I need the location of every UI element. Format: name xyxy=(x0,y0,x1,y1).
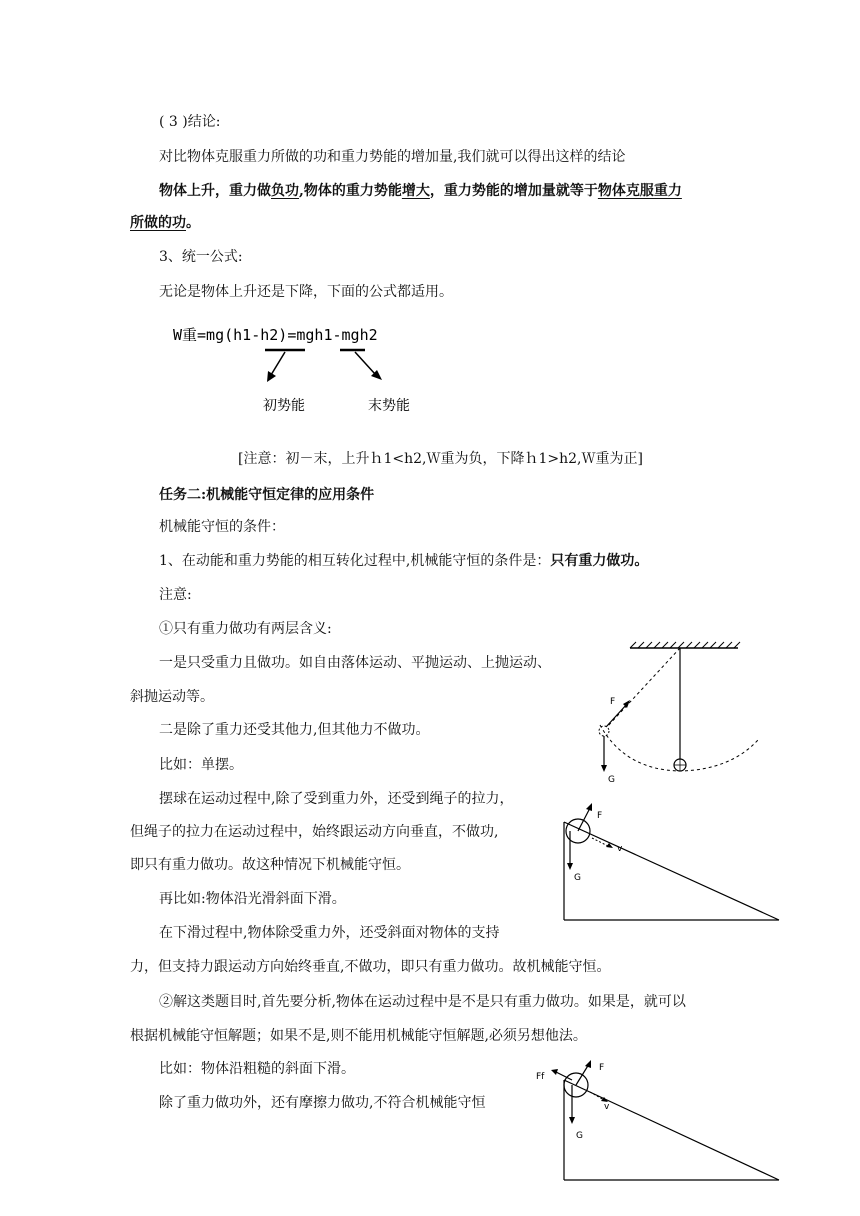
swing-path xyxy=(600,725,758,771)
underlined-term: 物体克服重力 xyxy=(597,183,682,199)
normal-force-label: F xyxy=(599,1063,605,1073)
pendulum-figure xyxy=(590,640,760,790)
bold-text: 物体上升，重力做 xyxy=(159,183,271,199)
underlined-term: 增大 xyxy=(401,183,430,199)
ceiling-hatch xyxy=(630,642,740,648)
pendulum-line1: 摆球在运动过程中,除了受到重力外，还受到绳子的拉力， xyxy=(159,791,514,807)
slope-line2: 力，但支持力跟运动方向始终垂直,不做功，即只有重力做功。故机械能守恒。 xyxy=(130,959,611,975)
unify-heading: 3、统一公式: xyxy=(159,249,243,265)
underlined-term: 负功 xyxy=(271,183,299,199)
condition-1-text: 1、在动能和重力势能的相互转化过程中,机械能守恒的条件是： xyxy=(159,553,551,569)
gravity-label: G xyxy=(576,1131,583,1141)
slope-incline xyxy=(564,822,779,920)
solve-line1: ②解这类题目时,首先要分析,物体在运动过程中是不是只有重力做功。如果是，就可以 xyxy=(159,994,686,1010)
example-rough-slope: 比如：物体沿粗糙的斜面下滑。 xyxy=(159,1061,355,1077)
compare-sentence: 对比物体克服重力所做的功和重力势能的增加量,我们就可以得出这样的结论 xyxy=(159,149,626,165)
condition-1 xyxy=(159,552,648,570)
note-line: [注意：初－末，上升ｈ1<h2,Ｗ重为负，下降ｈ1>h2,Ｗ重为正] xyxy=(238,451,643,467)
normal-force-label: F xyxy=(597,811,603,821)
tension-label: F xyxy=(610,697,616,707)
gravity-label: G xyxy=(608,775,615,785)
conclusion-heading: ( 3 )结论: xyxy=(159,114,221,130)
rough-slope-figure xyxy=(534,1058,784,1183)
underlined-term: 所做的功 xyxy=(130,215,186,231)
initial-arrowhead xyxy=(267,371,276,382)
solve-line2: 根据机械能守恒解题；如果不是,则不能用机械能守恒解题,必须另想他法。 xyxy=(130,1028,587,1044)
example-smooth-slope: 再比如:物体沿光滑斜面下滑。 xyxy=(159,891,346,907)
meaning-2: 二是除了重力还受其他力,但其他力不做功。 xyxy=(159,722,430,738)
initial-arrow xyxy=(271,352,285,375)
pendulum-line3: 即只有重力做功。故这种情况下机械能守恒。 xyxy=(130,857,410,873)
friction-label: Ff xyxy=(536,1072,545,1082)
initial-potential-label: 初势能 xyxy=(263,398,305,414)
bold-text: 。 xyxy=(186,215,200,231)
friction-arrow xyxy=(556,1072,572,1080)
final-potential-label: 末势能 xyxy=(368,398,410,414)
attention-label: 注意: xyxy=(159,587,192,603)
velocity-label: v xyxy=(617,844,623,854)
conclusion-bold-line1 xyxy=(159,182,682,200)
pendulum-line2: 但绳子的拉力在运动过程中，始终跟运动方向垂直，不做功, xyxy=(130,824,499,840)
friction-line: 除了重力做功外，还有摩擦力做功,不符合机械能守恒 xyxy=(159,1095,486,1111)
example-pendulum: 比如：单摆。 xyxy=(159,757,243,773)
slope-line1: 在下滑过程中,物体除受重力外，还受斜面对物体的支持 xyxy=(159,925,500,941)
task2-heading: 任务二:机械能守恒定律的应用条件 xyxy=(159,487,375,503)
applies-sentence: 无论是物体上升还是下降，下面的公式都适用。 xyxy=(159,284,453,300)
velocity-label: v xyxy=(604,1102,610,1112)
gravity-label: G xyxy=(574,873,581,883)
final-arrow xyxy=(355,352,375,374)
formula-diagram xyxy=(170,322,470,422)
displaced-string xyxy=(607,648,680,727)
smooth-slope-figure xyxy=(556,800,786,925)
tension-arrow xyxy=(606,704,627,727)
condition-1-bold: 只有重力做功。 xyxy=(550,553,649,569)
conclusion-bold-line2 xyxy=(130,214,200,232)
bold-text: ，重力势能的增加量就等于 xyxy=(429,183,598,199)
meaning-1-line2: 斜抛运动等。 xyxy=(130,689,214,705)
meaning-1-line1: 一是只受重力且做功。如自由落体运动、平抛运动、上抛运动、 xyxy=(159,655,551,671)
formula-text: W重=mg(h1-h2)=mgh1-mgh2 xyxy=(173,326,378,344)
two-meanings: ①只有重力做功有两层含义: xyxy=(159,621,332,637)
bold-text: ,物体的重力势能 xyxy=(299,183,402,199)
slope-incline xyxy=(564,1080,779,1180)
conditions-heading: 机械能守恒的条件： xyxy=(159,519,285,535)
